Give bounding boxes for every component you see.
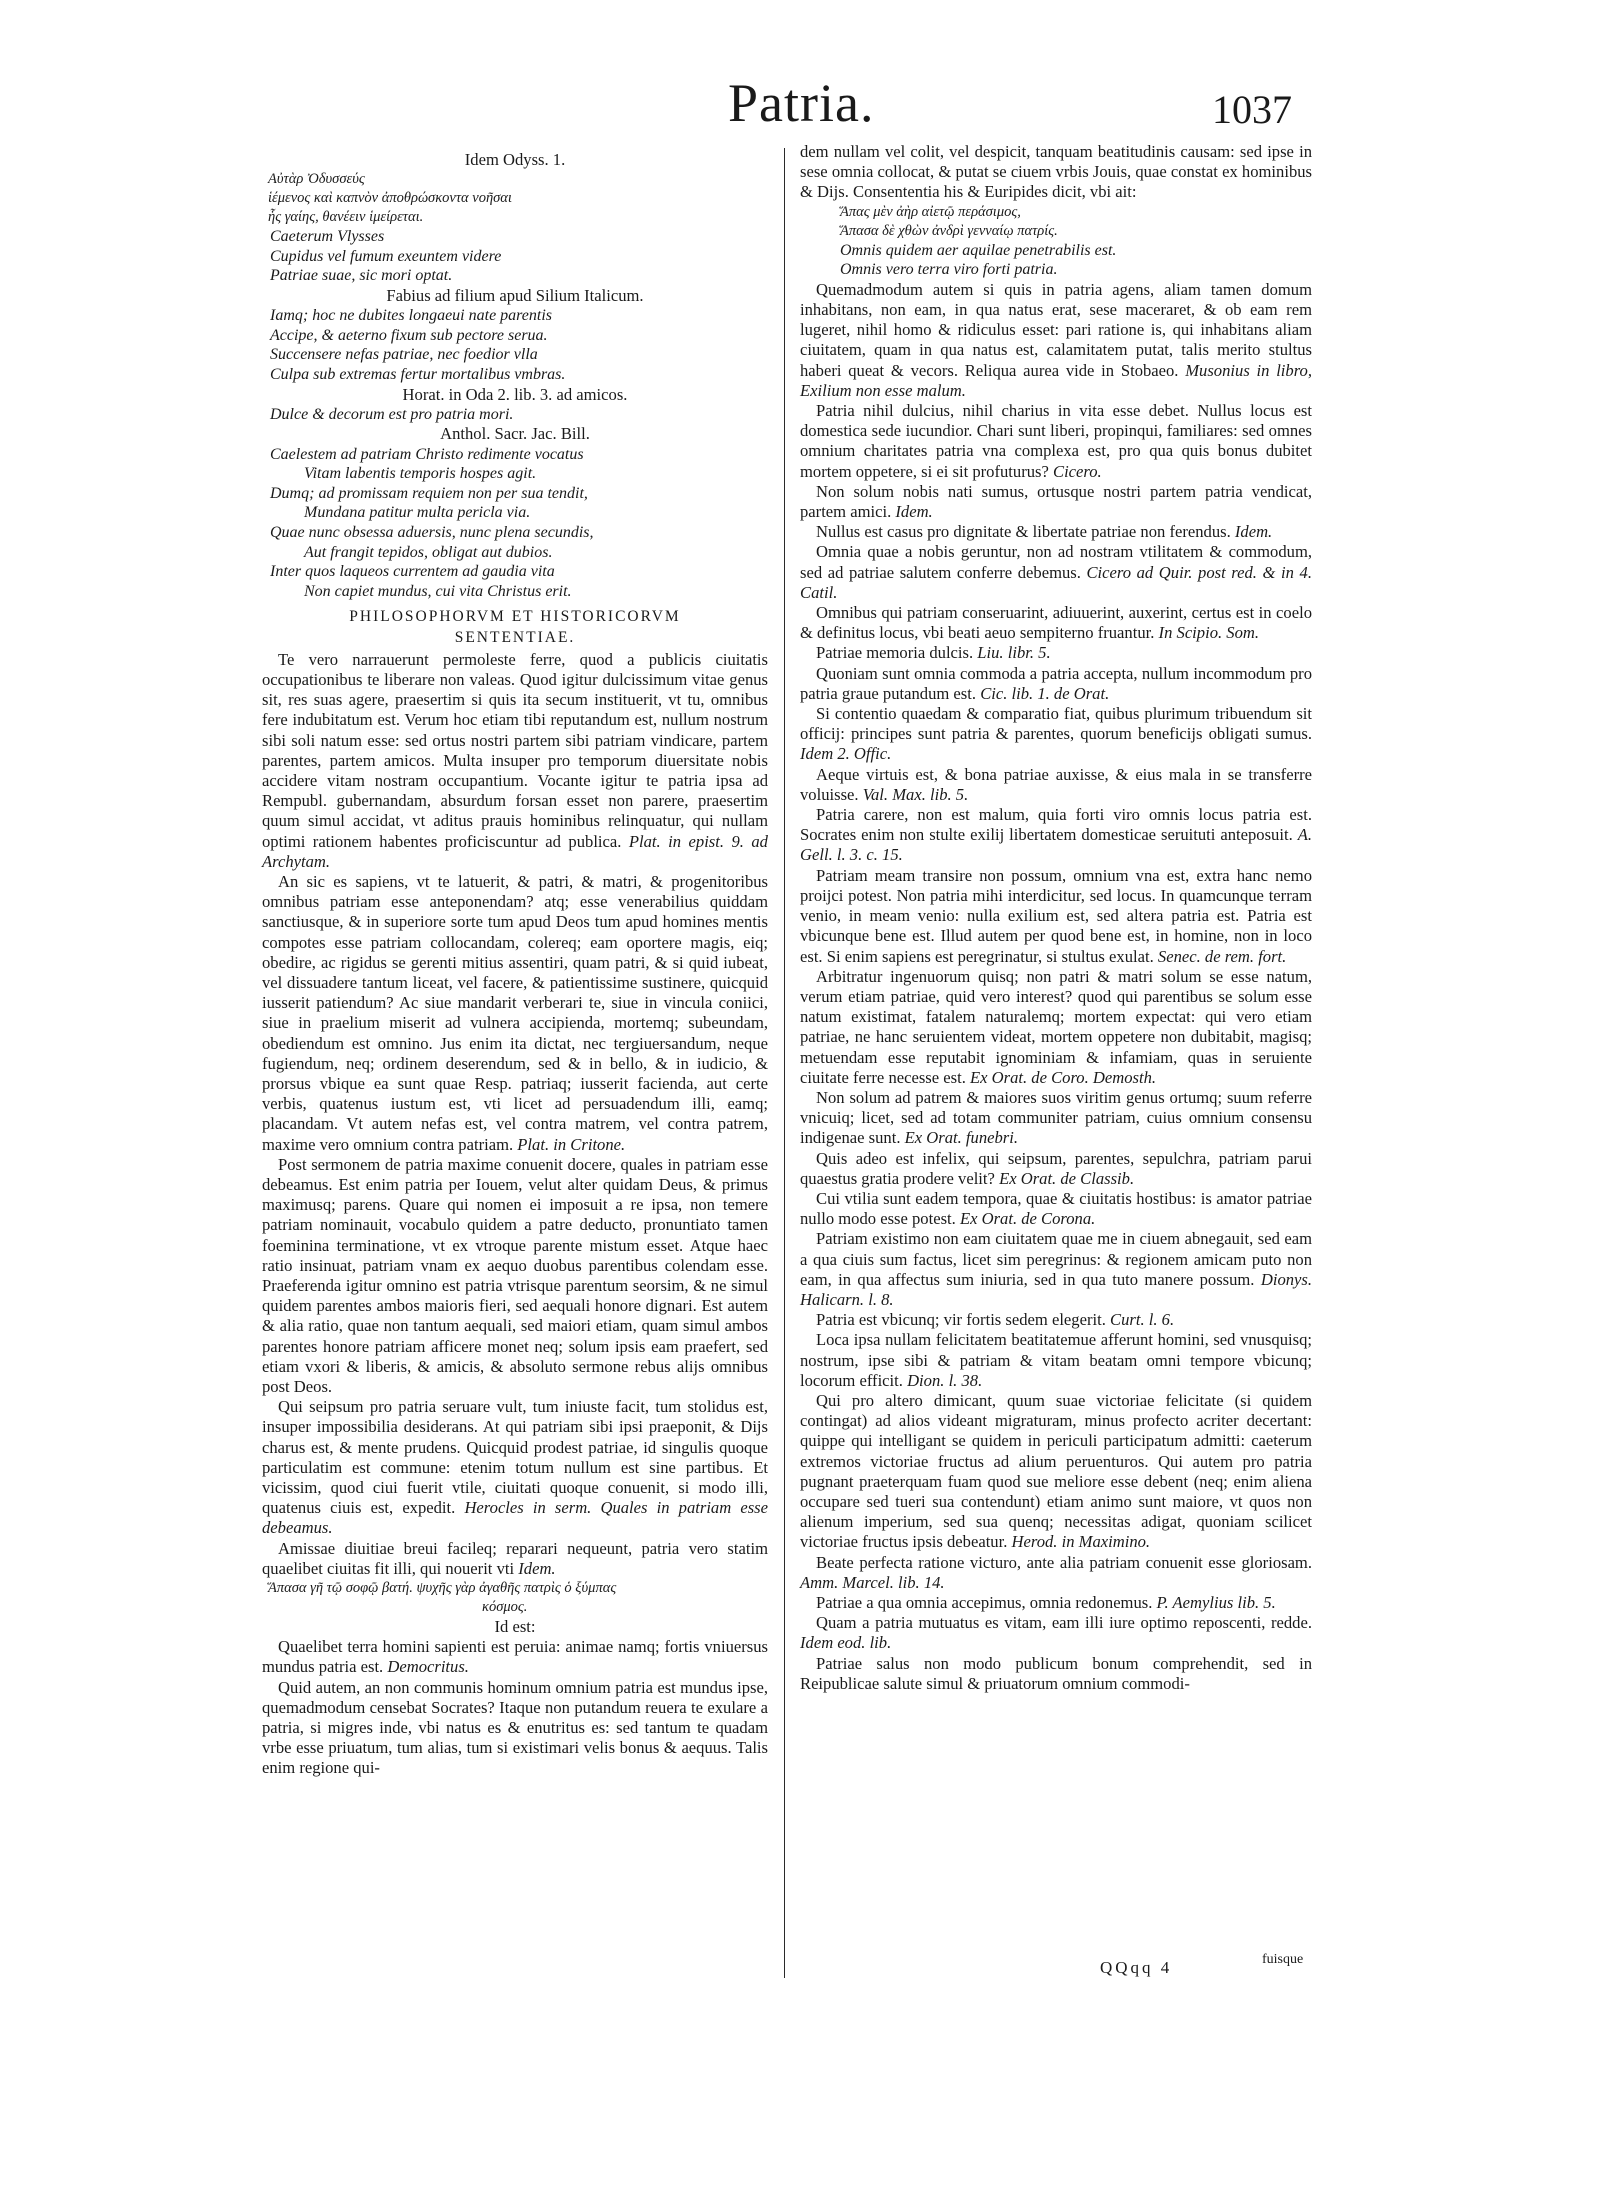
verse-line: Inter quos laqueos currentem ad gaudia vita [270, 563, 555, 581]
paragraph [800, 542, 1312, 603]
paragraph-text: Amissae diuitiae breui facileq; reparari nequeunt, patria vero statim quaelibet ciuitas fit illi, qui nouerit vti [262, 1538, 768, 1578]
paragraph-text: Non solum nobis nati sumus, ortusque nostri partem patria vendicat, partem amici. [800, 481, 1312, 522]
verse-line: Dulce & decorum est pro patria mori. [270, 405, 514, 423]
verse-line: Accipe, & aeterno fixum sub pectore serua. [270, 326, 548, 344]
citation: Val. Max. lib. 5. [862, 784, 969, 804]
paragraph-text: Si contentio quaedam & comparatio fiat, quibus plurimum tribuendum sit officij: principes sunt patria & parentes, quorum beneficijs obligati sumus. [800, 704, 1312, 744]
citation: Liu. libr. 5. [977, 643, 1051, 663]
citation: Senec. de rem. fort. [1157, 946, 1287, 966]
verse-line: Omnis quidem aer aquilae penetrabilis est. [840, 241, 1117, 259]
greek-line: ἧς γαίης, θανέειν ἱμείρεται. [268, 209, 424, 226]
paragraph [262, 1155, 768, 1397]
paragraph-text: Quid autem, an non communis hominum omnium patria est mundus ipse, quemadmodum censebat Socrates? Itaque non putandum reuera te exulare a patria, si migres inde, vbi natus es & enutritus es: sed tantum te quadam vrbe esse priuatum, tum alias, tum si existimari velis bonus & aequus. Talis enim regione qui- [262, 1677, 768, 1778]
column-rule [784, 148, 785, 1978]
verse-line: Dumq; ad promissam requiem non per sua tendit, [270, 484, 588, 502]
citation: Curt. l. 6. [1110, 1310, 1175, 1330]
paragraph [800, 280, 1312, 401]
paragraph-text: dem nullam vel colit, vel despicit, tanquam beatitudinis causam: sed ipse in sese omnia collocat, & putat se ciuem vrbis Jouis, quae constat ex hominibus & Dijs. Consententia his & Euripides dicit, vbi ait: [800, 142, 1312, 202]
verse-line: Culpa sub extremas fertur mortalibus vmbras. [270, 365, 566, 383]
paragraph [800, 522, 1312, 542]
verse-line: Mundana patitur multa pericla via. [304, 504, 531, 522]
section-heading-line: PHILOSOPHORVM ET HISTORICORVM [349, 608, 681, 626]
paragraph-text: Qui pro altero dimicant, quum suae victoriae felicitate (si quidem contingat) ad alios videant migraturam, minus profecto acriter decertant: quippe qui intelligant se quidem in periculi participatum admitti: caeterum extremos victoriae fructus ad alium peruenturos. Qui autem pro patria pugnant praeterquam fuam quod sue meliore esse debent (neq; enim aliena occupare sed tueri sua contendunt) etiam animo sunt maiore, vt quos non alienum imperium, sed sua quenq; necessitas adigat, quoniam scilicet victoriae fructus ipsis debeatur. [800, 1390, 1312, 1552]
paragraph-text: Quemadmodum autem si quis in patria agens, aliam tamen domum inhabitans, non eam, in qua natus erat, sese maceraret, & ob eam rem lugeret, nihil homo & ridiculus esset: pari ratione is, qui inhabitans aliam ciuitatem, quam in qua natus est, calamitatem putat, talis merito stultus haberi queat & vecors. Reliqua aurea vide in Stobaeo. [800, 279, 1312, 380]
paragraph [800, 967, 1312, 1088]
citation: Cicero ad Quir. post red. & in 4. Catil. [800, 562, 1312, 602]
right-column [800, 142, 1312, 1694]
verse-line: Aut frangit tepidos, obligat aut dubios. [304, 543, 553, 561]
paragraph [800, 1330, 1312, 1391]
citation: Ex Orat. de Classib. [999, 1168, 1135, 1188]
verse-line: Omnis vero terra viro forti patria. [840, 261, 1058, 279]
citation: Herocles in serm. Quales in patriam esse debeamus. [262, 1498, 768, 1538]
paragraph [262, 650, 768, 872]
citation: Idem. [1234, 522, 1273, 542]
citation: Democritus. [387, 1657, 469, 1677]
paragraph [800, 1391, 1312, 1553]
citation: Plat. in epist. 9. ad Archytam. [262, 831, 768, 871]
verse-line: Patriae suae, sic mori optat. [270, 267, 453, 285]
greek-quote-line: κόσμος. [482, 1599, 528, 1616]
paragraph-text: Qui seipsum pro patria seruare vult, tum iniuste facit, tum stolidus est, insuper impossibilia desiderans. At qui patriam sibi ipsi praeponit, & Dijs charus est, & mente prudens. Quicquid prodest patriae, id singulis quoque particulatim est commune: etenim totum nullum est sine partibus. Et vicissim, quod ciui fuerit vtile, ciuitati quoque conuenit, si modo illi, quatenus ciuis est, expedit. [262, 1397, 768, 1518]
idest-label: Id est: [494, 1617, 536, 1637]
paragraph [800, 643, 1312, 663]
paragraph-text: Patria nihil dulcius, nihil charius in vita esse debet. Nullus locus est domestica sede iucundior. Chari sunt liberi, propinqui, familiares: sed omnes omnium charitates patria vna complexa est, pro qua quis bonus dubitet mortem oppetere, si ei sit profuturus? [800, 401, 1312, 481]
paragraph-text: Patriae a qua omnia accepimus, omnia redonemus. [816, 1593, 1153, 1612]
paragraph [262, 1539, 768, 1579]
section-heading-line: SENTENTIAE. [454, 628, 576, 646]
citation: Ex Orat. de Coro. Demosth. [970, 1067, 1157, 1087]
paragraph [262, 872, 768, 1155]
citation: Dionys. Halicarn. l. 8. [800, 1269, 1313, 1309]
paragraph [800, 603, 1312, 643]
paragraph-text: Patria carere, non est malum, quia forti viro omnis locus patria est. Socrates enim non stulte exilij libertatem domesticae seruituti anteposuit. [800, 805, 1312, 845]
greek-line: Αὐτὰρ Ὀδυσσεύς [268, 171, 365, 188]
verse-line: Vitam labentis temporis hospes agit. [304, 465, 537, 483]
greek-line: ἱέμενος καὶ καπνὸν ἀποθρώσκοντα νοῆσαι [268, 190, 512, 207]
paragraph [800, 1310, 1312, 1330]
catchword: fuisque [1262, 1952, 1304, 1967]
paragraph [800, 704, 1312, 765]
paragraph-text: Quaelibet terra homini sapienti est peruia: animae namq; fortis vniuersus mundus patria est. [262, 1637, 768, 1677]
paragraph [800, 1553, 1312, 1593]
verse-line: Iamq; hoc ne dubites longaeui nate parentis [270, 307, 553, 325]
paragraph-text: Post sermonem de patria maxime conuenit docere, quales in patriam esse debeamus. Est enim patria per Iouem, velut alter quidam Deus, & primus maximusq; parens. Quare qui nomen ei imposuit a re ipsa, non temere patriam nominauit, vocabulo quidem a patre deducto, pronuntiato tamen foeminina terminatione, vt ex vtroque parente mistum esset. Atque haec ratio insinuat, patriam vnam ex aequo duobus parentibus colendam esse. Praeferenda igitur omnino est patria vtrisque parentum seorsim, & ne simul quidem parentes ambos maioris fieri, sed aequali honore dignari. Est autem & alia ratio, quae non tantum aequali, sed maiori etiam, quam simul ambos parentes honore patriam afficere monet neq; solum ipsis eam praefert, sed etiam vxori & liberis, & amicis, & absoluto sermone rebus alijs omnibus post Deos. [262, 1154, 768, 1397]
paragraph [800, 765, 1312, 805]
paragraph [800, 1189, 1312, 1229]
paragraph-text: An sic es sapiens, vt te latuerit, & patri, & matri, & progenitoribus omnibus patriam esse anteponendam? atq; esse venerabilius quiddam sanctiusque, & in superiore sorte tum apud Deos tum apud homines mentis compotes esse patriam collocandam, colereq; eam oportere magis, eiq; obedire, ac rigidus se gerenti mitius assentiri, quam patri, & si quid iubeat, vel dissuadere tantum liceat, vel facere, & patientissime sustinere, quicquid iusserit patiendum? Ac siue mandarit verberari te, siue in vincula coniici, siue in praelium miserit ad vulnera accipienda, mortemq; subeundam, obediendum est omnino. Jus enim ita dictat, nec tergiuersandum, neque fugiendum, neq; ordinem deserendum, sed & in bello, & in iudicio, & prorsus vbique ea sunt quae Resp. patriaq; iusserit facienda, aut certe verbis, quatenus iustum est, vti licet ad persuadendum illi, eamq; placandam. Vt autem nefas est, vel contra matrem, vel contra patrem, maxime vero omnium contra patriam. [262, 871, 768, 1154]
paragraph [800, 1149, 1312, 1189]
citation: Idem 2. Offic. [800, 744, 892, 764]
greek-quote-line: Ἅπασα γῆ τῷ σοφῷ βατή. ψυχῆς γὰρ ἀγαθῆς πατρὶς ὁ ξύμπας [268, 1580, 617, 1597]
citation: Dion. l. 38. [907, 1370, 983, 1390]
citation: Cicero. [1053, 461, 1102, 481]
paragraph-text: Patriam meam transire non possum, omnium vna est, extra hanc nemo proijci potest. Non patria mihi interdicitur, sed locus. In quamcunque terram venio, in meam venio: nulla exilium est, sed altera patria est. Patria est vbicunque bene est. Illud autem per quod bene est, in homine, non in loco est. Si enim sapiens est peregrinatur, si stultus exulat. [800, 865, 1312, 966]
citation: P. Aemylius lib. 5. [1156, 1593, 1276, 1612]
paragraph-text: Te vero narrauerunt permoleste ferre, quod a publicis ciuitatis occupationibus te liberare non valeas. Quod igitur dulcissimum vitae genus sit, res suas agere, praesertim si quis ita secum instituerit, vt tu, omnibus fere indubitatum est. Verum hoc etiam tibi reputandum est, nullum nostrum sibi soli natum esse: sed ortus nostri partem sibi patriam vindicare, partem parentes, partem amicos. Multa insuper pro temporum diuersitate nobis accidere vitam nostram occupantium. Vocante igitur te patria ipsa ad Rempubl. gubernandam, absurdum forsan esset non parere, praesertim quum simul accidat, vt aditus prauis hominibus relinquatur, qui nullam optimi rationem habentes proficiscuntur ad publica. [262, 649, 768, 851]
verse-line: Caeterum Vlysses [270, 228, 385, 246]
paragraph [800, 1654, 1312, 1694]
paragraph-text: Patriae salus non modo publicum bonum comprehendit, sed in Reipublicae salute simul & priuatorum omnium commodi- [800, 1653, 1312, 1693]
citation: Idem. [895, 502, 933, 522]
horace-heading: Horat. in Oda 2. lib. 3. ad amicos. [402, 384, 628, 404]
paragraph [800, 1593, 1312, 1613]
paragraph [800, 664, 1312, 704]
paragraph [800, 1088, 1312, 1149]
citation: Idem. [518, 1558, 556, 1578]
paragraph-text: Quoniam sunt omnia commoda a patria accepta, nullum incommodum pro patria graue putandum est. [800, 663, 1312, 703]
paragraph-text: Quis adeo est infelix, qui seipsum, parentes, sepulchra, patriam parui quaestus gratia prodere velit? [800, 1148, 1312, 1188]
citation: Idem eod. lib. [800, 1633, 892, 1653]
citation: Amm. Marcel. lib. 14. [800, 1572, 945, 1592]
paragraph [800, 401, 1312, 482]
paragraph-text: Quam a patria mutuatus es vitam, eam illi iure optimo reposcenti, redde. [816, 1613, 1312, 1633]
citation: Ex Orat. de Corona. [959, 1209, 1096, 1229]
left-column [262, 150, 768, 1779]
page-number: 1037 [1212, 87, 1292, 132]
paragraph-text: Omnia quae a nobis geruntur, non ad nostram vtilitatem & commodum, sed ad patriae salutem conferre debemus. [800, 542, 1312, 582]
paragraph-text: Patriae memoria dulcis. [816, 643, 974, 663]
citation: Plat. in Critone. [517, 1134, 626, 1154]
paragraph [800, 1229, 1312, 1310]
verse-line: Cupidus vel fumum exeuntem videre [270, 247, 502, 265]
section-heading [262, 607, 768, 647]
paragraph [800, 142, 1312, 203]
citation: A. Gell. l. 3. c. 15. [800, 825, 1312, 865]
paragraph-text: Arbitratur ingenuorum quisq; non patri & matri solum se esse natum, verum etiam patriae, quid vero interest? quod qui parentibus se solum esse natum existimat, fatalem naturalemq; mortem expectat: qui vero etiam patriae, ne hanc seruientem videat, mortem oppetere non dubitabit, magisq; metuendam esse reputabit ignominiam & infamiam, quas in seruiente ciuitate ferre necesse est. [800, 966, 1312, 1087]
paragraph [800, 482, 1312, 522]
paragraph [800, 805, 1312, 866]
verse-line: Quae nunc obsessa aduersis, nunc plena secundis, [270, 523, 594, 541]
anthol-heading: Anthol. Sacr. Jac. Bill. [440, 424, 590, 444]
paragraph-text: Non solum ad patrem & maiores suos viritim genus ortumq; suum referre vnicuiq; licet, sed ad totam communiter patriam, cuius omnium consensu indigenae sunt. [800, 1087, 1312, 1148]
signature-mark: QQqq 4 [1100, 1958, 1173, 1977]
greek-line: Ἅπας μὲν ἀὴρ αἰετῷ περάσιμος, [840, 203, 1021, 220]
paragraph [262, 1637, 768, 1677]
paragraph [262, 1678, 768, 1779]
paragraph-text: Omnibus qui patriam conseruarint, adiuuerint, auxerint, certus est in coelo & definitus locus, vbi beati aeuo sempiterno fruantur. [800, 603, 1312, 643]
paragraph-text: Patriam existimo non eam ciuitatem quae me in ciuem abnegauit, sed eam a qua ciuis sum factus, licet sim peregrinus: & regionem amicam puto non eam, in qua affectus sum iniuria, sed in qua tuto manere possum. [800, 1229, 1312, 1289]
paragraph-text: Nullus est casus pro dignitate & libertate patriae non ferendus. [816, 522, 1231, 542]
running-head: Patria. [728, 73, 875, 133]
paragraph-text: Patria est vbicunq; vir fortis sedem elegerit. [816, 1310, 1106, 1330]
citation: Cic. lib. 1. de Orat. [980, 683, 1110, 703]
greek-line: Ἅπασα δὲ χθὼν ἀνδρὶ γενναίῳ πατρίς. [840, 222, 1058, 239]
verse-line: Succensere nefas patriae, nec foedior vlla [270, 346, 538, 364]
paragraph-text: Cui vtilia sunt eadem tempora, quae & ciuitatis hostibus: is amator patriae nullo modo esse potest. [800, 1188, 1312, 1229]
citation: In Scipio. Som. [1158, 623, 1260, 643]
verse-line: Non capiet mundus, cui vita Christus erit. [304, 582, 572, 600]
citation: Herod. in Maximino. [1011, 1532, 1151, 1552]
odyssey-heading: Idem Odyss. 1. [464, 150, 566, 169]
paragraph [800, 1613, 1312, 1653]
verse-line: Caelestem ad patriam Christo redimente vocatus [270, 445, 584, 463]
citation: Ex Orat. funebri. [904, 1128, 1019, 1148]
paragraph [800, 866, 1312, 967]
paragraph [262, 1397, 768, 1538]
silius-heading: Fabius ad filium apud Silium Italicum. [386, 285, 644, 305]
citation: Musonius in libro, Exilium non esse malum. [800, 360, 1313, 400]
paragraph-text: Loca ipsa nullam felicitatem beatitatemue afferunt homini, sed vnusquisq; nostrum, ipse sibi & patriam & vitam beatam omni tempore vbicunq; locorum efficit. [800, 1330, 1312, 1390]
paragraph-text: Aeque virtuis est, & bona patriae auxisse, & eius mala in se transferre voluisse. [800, 764, 1312, 804]
paragraph-text: Beate perfecta ratione victuro, ante alia patriam conuenit esse gloriosam. [816, 1552, 1312, 1572]
